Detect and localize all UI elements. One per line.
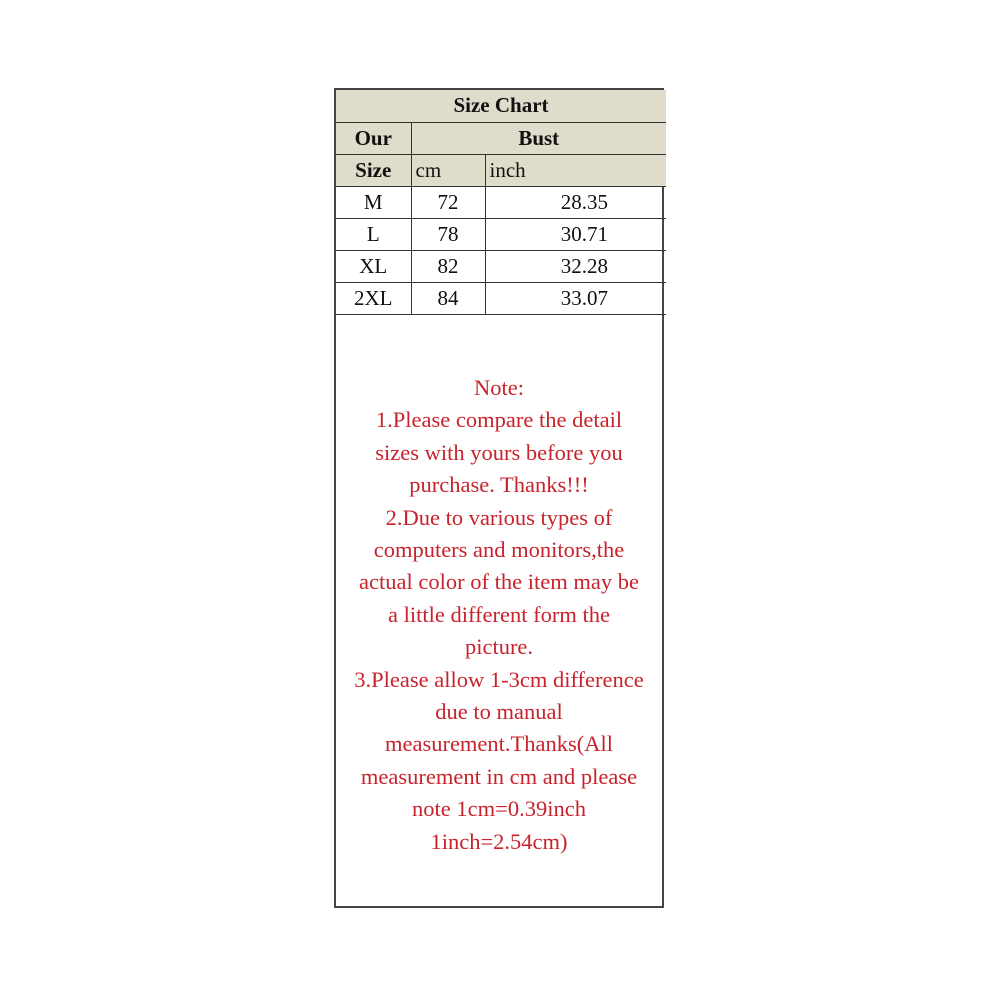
cell-cm: 84 bbox=[411, 282, 485, 314]
header-unit-inch: inch bbox=[485, 154, 666, 186]
table-row bbox=[336, 186, 666, 218]
table-row bbox=[336, 282, 666, 314]
note-line: measurement.Thanks(All bbox=[384, 731, 614, 757]
table-row bbox=[336, 218, 666, 250]
chart-title: Size Chart bbox=[336, 90, 666, 122]
note-line: Note: bbox=[474, 375, 524, 400]
header-bust: Bust bbox=[411, 122, 666, 154]
cell-size: L bbox=[336, 218, 411, 250]
cell-size: M bbox=[336, 186, 411, 218]
note-line: 1inch=2.54cm) bbox=[430, 828, 568, 854]
size-table bbox=[336, 90, 666, 315]
note-line: 2.Due to various types of bbox=[385, 504, 613, 530]
note-block bbox=[336, 372, 662, 858]
table-row bbox=[336, 250, 666, 282]
note-line: sizes with yours before you bbox=[375, 439, 623, 465]
cell-inch: 33.07 bbox=[485, 282, 666, 314]
cell-size: 2XL bbox=[336, 282, 411, 314]
note-line: measurement in cm and please bbox=[360, 763, 638, 789]
cell-cm: 82 bbox=[411, 250, 485, 282]
note-line: purchase. Thanks!!! bbox=[409, 472, 589, 498]
note-line: 3.Please allow 1-3cm difference bbox=[354, 666, 644, 692]
note-line: 1.Please compare the detail bbox=[375, 407, 623, 433]
size-chart bbox=[334, 88, 664, 908]
note-line: actual color of the item may be bbox=[359, 569, 639, 595]
cell-cm: 72 bbox=[411, 186, 485, 218]
note-line: note 1cm=0.39inch bbox=[412, 796, 586, 822]
cell-inch: 30.71 bbox=[485, 218, 666, 250]
note-line: computers and monitors,the bbox=[373, 537, 625, 563]
note-line: a little different form the bbox=[387, 601, 610, 627]
header-size: Size bbox=[336, 154, 411, 186]
note-line: due to manual bbox=[435, 699, 563, 725]
header-our: Our bbox=[336, 122, 411, 154]
cell-inch: 28.35 bbox=[485, 186, 666, 218]
note-line: picture. bbox=[464, 634, 534, 660]
cell-size: XL bbox=[336, 250, 411, 282]
cell-cm: 78 bbox=[411, 218, 485, 250]
cell-inch: 32.28 bbox=[485, 250, 666, 282]
header-unit-cm: cm bbox=[411, 154, 485, 186]
